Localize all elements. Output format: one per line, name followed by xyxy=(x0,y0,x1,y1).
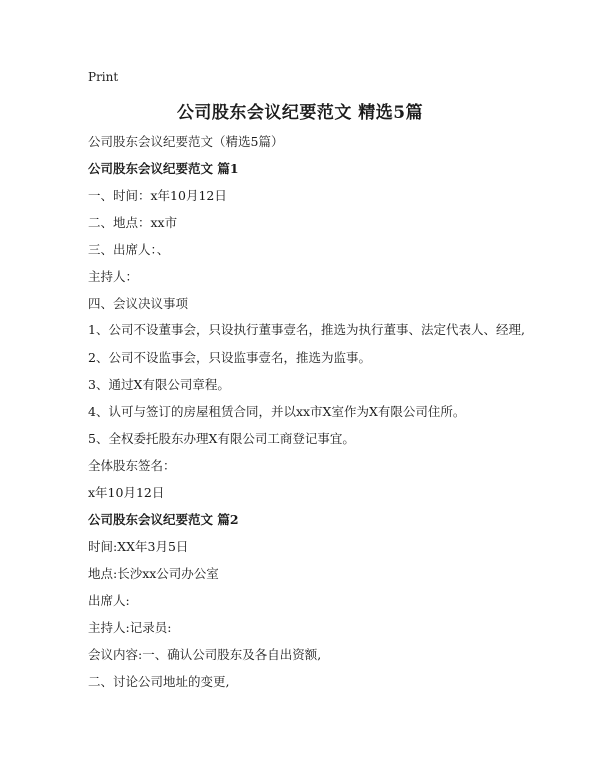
paragraph-line: 地点:长沙xx公司办公室 xyxy=(88,566,219,581)
paragraph-line: 二、地点：xx市 xyxy=(88,215,178,230)
paragraph-line: 三、出席人：、 xyxy=(88,242,170,257)
paragraph-line: 四、会议决议事项 xyxy=(88,296,189,311)
paragraph-line: 二、讨论公司地址的变更, xyxy=(88,674,230,689)
document-title: 公司股东会议纪要范文 精选5篇 xyxy=(176,103,424,123)
paragraph-line: 出席人: xyxy=(88,593,130,608)
paragraph-line: 时间:XX年3月5日 xyxy=(88,539,189,554)
paragraph-line: 4、认可与签订的房屋租赁合同，并以xx市X室作为X有限公司住所。 xyxy=(88,404,466,419)
paragraph-line: 3、通过X有限公司章程。 xyxy=(88,377,230,392)
paragraph-line: 会议内容:一、确认公司股东及各自出资额, xyxy=(88,647,322,662)
paragraph-line: 5、全权委托股东办理X有限公司工商登记事宜。 xyxy=(88,431,355,446)
print-link[interactable]: Print xyxy=(88,70,119,84)
paragraph-line: 一、时间：x年10月12日 xyxy=(88,188,227,203)
section-heading-2: 公司股东会议纪要范文 篇2 xyxy=(88,512,239,527)
paragraph-line: 全体股东签名： xyxy=(88,458,176,473)
paragraph-line: 主持人:记录员: xyxy=(88,620,172,635)
section-heading-1: 公司股东会议纪要范文 篇1 xyxy=(88,161,239,176)
paragraph-line: 主持人： xyxy=(88,269,139,284)
subtitle-line: 公司股东会议纪要范文（精选5篇） xyxy=(88,134,284,149)
paragraph-line: 1、公司不设董事会，只设执行董事壹名，推选为执行董事、法定代表人、经理, xyxy=(88,322,525,337)
paragraph-line: 2、公司不设监事会，只设监事壹名，推选为监事。 xyxy=(88,350,371,365)
paragraph-line: x年10月12日 xyxy=(88,485,165,500)
